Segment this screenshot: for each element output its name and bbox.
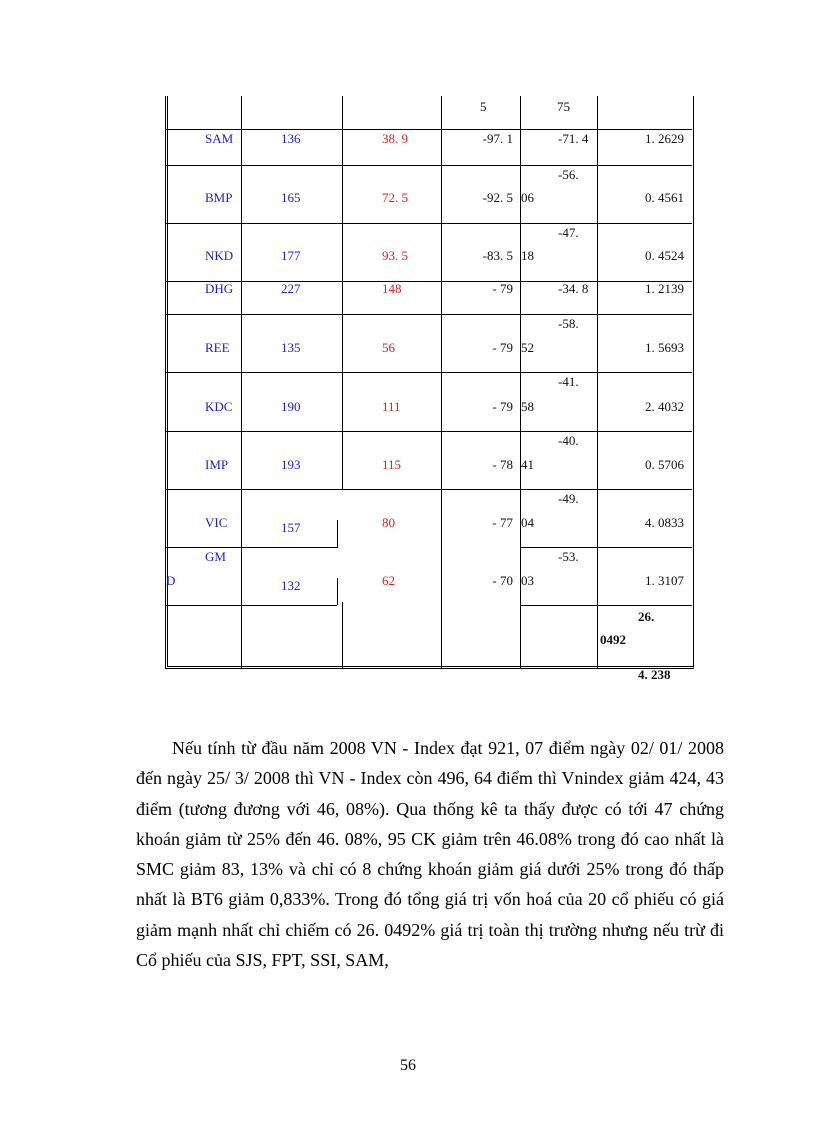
- price-start: 190: [281, 399, 301, 414]
- change-value: - 77: [492, 515, 513, 530]
- price-start: 177: [281, 248, 301, 263]
- change-percent: -71. 4: [558, 131, 589, 146]
- stock-code: DHG: [205, 281, 234, 296]
- change-value: - 79: [492, 281, 513, 296]
- stock-code: NKD: [205, 248, 234, 263]
- change-percent-top: -56.: [558, 167, 579, 182]
- stock-code: IMP: [205, 457, 229, 472]
- price-end: 72. 5: [382, 190, 408, 205]
- change-percent-top: -58.: [558, 316, 579, 331]
- price-start: 193: [281, 457, 301, 472]
- row-line-3: [165, 223, 692, 224]
- change-percent-bottom: 41: [521, 457, 534, 472]
- change-value: - 79: [492, 340, 513, 355]
- price-start: 135: [281, 340, 301, 355]
- row-line-2: [165, 165, 692, 166]
- price-start: 157: [281, 520, 301, 535]
- change-percent-bottom: 52: [521, 340, 534, 355]
- cap-share: 0. 4524: [645, 248, 684, 263]
- col-divider-1: [241, 96, 242, 668]
- row-line-9a: [165, 547, 337, 548]
- stock-code: BMP: [205, 190, 233, 205]
- body-paragraph: Nếu tính từ đầu năm 2008 VN - Index đạt 921, 07 điểm ngày 02/ 01/ 2008 đến ngày 25/ 3/ 2008 thì VN - Index còn 496, 64 điểm thì Vnindex giảm 424, 43 điểm (tương đương với 46, 08%). Qua thống kê ta thấy được có tới 47 chứng khoán giảm từ 25% đến 46. 08%, 95 CK giảm trên 46.08% trong đó cao nhất là SMC giảm 83, 13% và chỉ có 8 chứng khoán giảm giá dưới 25% trong đó thấp nhất là BT6 giảm 0,833%. Trong đó tổng giá trị vốn hoá của 20 cổ phiếu có giá giảm mạnh nhất chỉ chiếm có 26. 0492% giá trị toàn thị trường nhưng nếu trừ đi Cổ phiếu của SJS, FPT, SSI, SAM,: [136, 738, 724, 971]
- col-divider-gmd-stub: [337, 578, 338, 605]
- price-end: 111: [382, 399, 401, 414]
- cap-share: 1. 3107: [645, 573, 684, 588]
- stock-table: [165, 96, 692, 668]
- row-line-7: [165, 431, 692, 432]
- price-start: 227: [281, 281, 301, 296]
- row-line-6: [165, 372, 692, 373]
- change-percent-bottom: 04: [521, 515, 534, 530]
- stock-code: VIC: [205, 515, 228, 530]
- change-value: - 79: [492, 399, 513, 414]
- change-value: - 70: [492, 573, 513, 588]
- price-start: 136: [281, 131, 301, 146]
- table-outer-border: [165, 96, 694, 669]
- price-end: 148: [382, 281, 402, 296]
- change-value: -97. 1: [482, 131, 513, 146]
- change-percent-bottom: 06: [521, 190, 534, 205]
- change-percent-top: -40.: [558, 433, 579, 448]
- change-value: -92. 5: [482, 190, 513, 205]
- change-percent-top: -41.: [558, 374, 579, 389]
- change-percent-bottom: 58: [521, 399, 534, 414]
- stock-code-bottom: D: [166, 573, 176, 588]
- price-end: 115: [382, 457, 402, 472]
- col-divider-2b: [342, 602, 343, 668]
- cap-share: 1. 2629: [645, 131, 684, 146]
- cap-share: 1. 2139: [645, 281, 684, 296]
- stock-code: SAM: [205, 131, 234, 146]
- page-number: 56: [400, 1057, 416, 1074]
- cap-share: 4. 0833: [645, 515, 684, 530]
- row-line-8: [165, 489, 692, 490]
- total-value-bottom: 0492: [600, 632, 626, 647]
- price-end: 38. 9: [382, 131, 408, 146]
- stock-code-top: GM: [205, 549, 226, 564]
- change-percent-top: -53.: [558, 549, 579, 564]
- total-value-top: 26.: [638, 609, 655, 624]
- fragment-c4: 5: [480, 99, 487, 114]
- row-line-10a: [165, 605, 337, 606]
- cap-share: 2. 4032: [645, 399, 684, 414]
- row-line-9b: [520, 547, 692, 548]
- change-percent-bottom: 03: [521, 573, 534, 588]
- row-line-4: [165, 281, 692, 282]
- price-end: 56: [382, 340, 395, 355]
- row-line-5: [165, 314, 692, 315]
- price-end: 93. 5: [382, 248, 408, 263]
- change-value: -83. 5: [482, 248, 513, 263]
- row-line-10b: [520, 605, 692, 606]
- cap-share: 0. 4561: [645, 190, 684, 205]
- cap-share: 0. 5706: [645, 457, 684, 472]
- change-percent-bottom: 18: [521, 248, 534, 263]
- col-divider-3: [441, 96, 442, 668]
- change-percent: -34. 8: [558, 281, 589, 296]
- stock-code: REE: [205, 340, 230, 355]
- change-percent-top: -49.: [558, 491, 579, 506]
- change-percent-top: -47.: [558, 225, 579, 240]
- price-end: 62: [382, 573, 395, 588]
- price-start: 132: [281, 578, 301, 593]
- col-divider-vic-stub: [337, 520, 338, 548]
- price-start: 165: [281, 190, 301, 205]
- change-value: - 78: [492, 457, 513, 472]
- row-line-1: [165, 129, 692, 130]
- col-divider-5: [597, 96, 598, 668]
- price-end: 80: [382, 515, 395, 530]
- stock-code: KDC: [205, 399, 233, 414]
- total-below-table: 4. 238: [638, 667, 671, 682]
- fragment-c5: 75: [557, 99, 570, 114]
- cap-share: 1. 5693: [645, 340, 684, 355]
